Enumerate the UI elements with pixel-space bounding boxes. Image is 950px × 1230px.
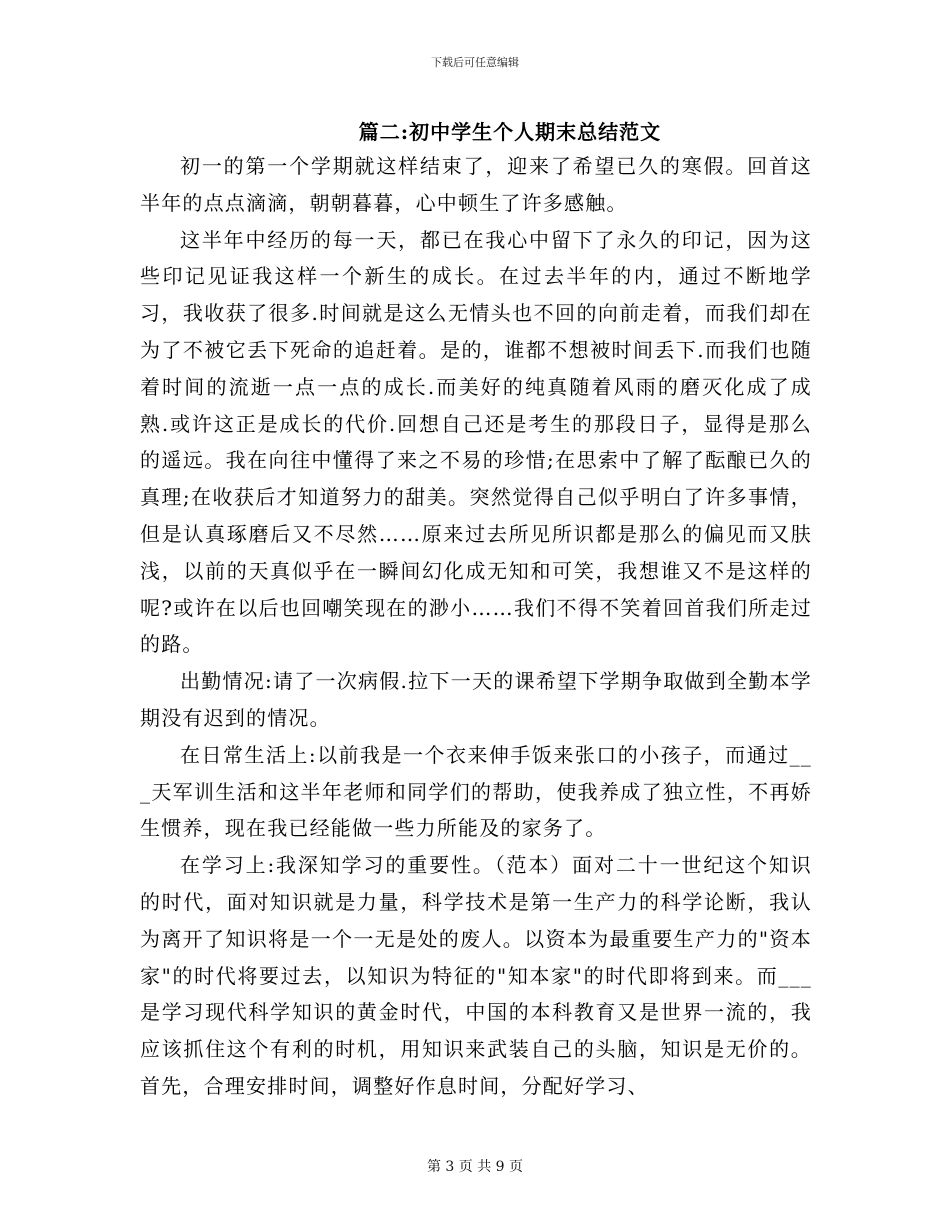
- document-body: [140, 148, 812, 1105]
- document-title: 篇二:初中学生个人期末总结范文: [358, 120, 662, 144]
- paragraph: 在日常生活上:以前我是一个衣来伸手饭来张口的小孩子，而通过___天军训生活和这半年老师和同学们的帮助，使我养成了独立性，不再娇生惯养，现在我已经能做一些力所能及的家务了。: [140, 742, 812, 841]
- page-number-footer: 第 3 页 共 9 页: [426, 1159, 524, 1175]
- paragraph: 这半年中经历的每一天，都已在我心中留下了永久的印记，因为这些印记见证我这样一个新生的成长。在过去半年的内，通过不断地学习，我收获了很多.时间就是这么无情头也不回的向前走着，而我们却在为了不被它丢下死命的追赶着。是的，谁都不想被时间丢下.而我们也随着时间的流逝一点一点的成长.而美好的纯真随着风雨的磨灭化成了成熟.或许这正是成长的代价.回想自己还是考生的那段日子，显得是那么的遥远。我在向往中懂得了来之不易的珍惜;在思索中了解了酝酿已久的真理;在收获后才知道努力的甜美。突然觉得自己似乎明白了许多事情，但是认真琢磨后又不尽然……原来过去所见所识都是那么的偏见而又肤浅，以前的天真似乎在一瞬间幻化成无知和可笑，我想谁又不是这样的呢?或许在以后也回嘲笑现在的渺小……我们不得不笑着回首我们所走过的路。: [140, 227, 812, 657]
- paragraph: 初一的第一个学期就这样结束了，迎来了希望已久的寒假。回首这半年的点点滴滴，朝朝暮暮，心中顿生了许多感触。: [140, 154, 812, 215]
- paragraph: 出勤情况:请了一次病假.拉下一天的课希望下学期争取做到全勤本学期没有迟到的情况。: [140, 669, 812, 730]
- paragraph: 在学习上:我深知学习的重要性。（范本）面对二十一世纪这个知识的时代，面对知识就是力量，科学技术是第一生产力的科学论断，我认为离开了知识将是一个一无是处的废人。以资本为最重要生产力的"资本家"的时代将要过去，以知识为特征的"知本家"的时代即将到来。而___是学习现代科学知识的黄金时代，中国的本科教育又是世界一流的，我应该抓住这个有利的时机，用知识来武装自己的头脑，知识是无价的。首先，合理安排时间，调整好作息时间，分配好学习、: [140, 853, 812, 1098]
- header-note: 下载后可任意编辑: [431, 56, 519, 69]
